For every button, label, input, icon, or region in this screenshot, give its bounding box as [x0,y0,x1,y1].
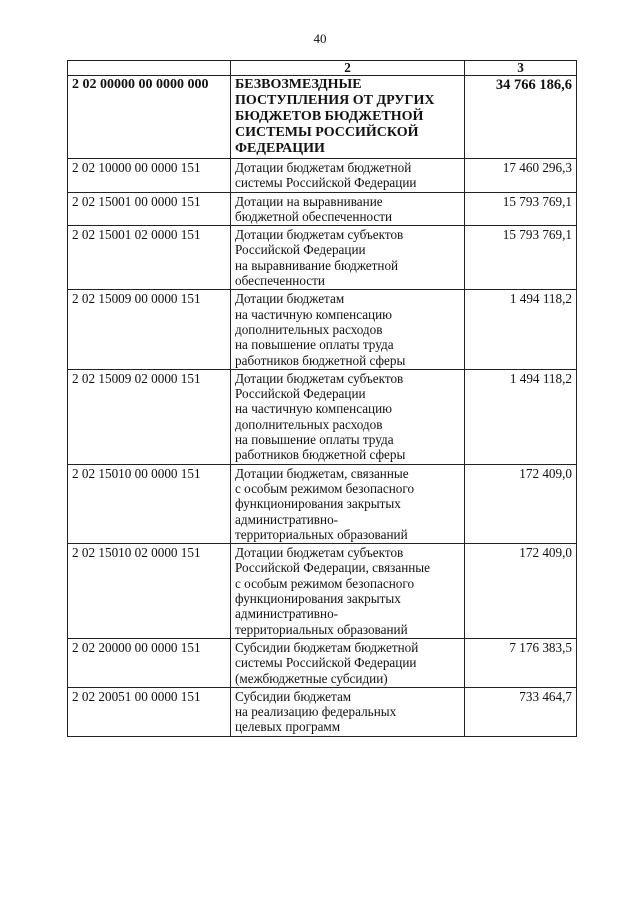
table-row [68,544,577,639]
row-amount: 15 793 769,1 [465,192,577,226]
row-amount: 34 766 186,6 [465,76,577,159]
table-row [68,687,577,736]
table-row [68,226,577,290]
row-name: Дотации бюджетам, связанные с особым режимом безопасного функционирования закрытых административно- территориальных образований [231,464,465,543]
row-amount: 17 460 296,3 [465,159,577,193]
table-row [68,638,577,687]
budget-revenue-table [67,60,577,737]
column-header-code [68,61,231,76]
row-name: Дотации на выравнивание бюджетной обеспеченности [231,192,465,226]
row-code: 2 02 15001 00 0000 151 [68,192,231,226]
table-row [68,76,577,159]
row-amount: 7 176 383,5 [465,638,577,687]
column-header-amount: 3 [465,61,577,76]
table-row [68,464,577,543]
row-name: Субсидии бюджетам бюджетной системы Российской Федерации (межбюджетные субсидии) [231,638,465,687]
row-amount: 15 793 769,1 [465,226,577,290]
row-code: 2 02 15010 00 0000 151 [68,464,231,543]
row-amount: 733 464,7 [465,687,577,736]
row-amount: 1 494 118,2 [465,369,577,464]
row-name: Дотации бюджетам на частичную компенсацию дополнительных расходов на повышение оплаты труда работников бюджетной сферы [231,290,465,369]
row-name: Дотации бюджетам субъектов Российской Федерации, связанные с особым режимом безопасного функционирования закрытых административно- территориальных образований [231,544,465,639]
table-body [68,76,577,737]
column-header-name: 2 [231,61,465,76]
row-code: 2 02 15010 02 0000 151 [68,544,231,639]
row-name: Дотации бюджетам субъектов Российской Федерации на частичную компенсацию дополнительных расходов на повышение оплаты труда работников бюджетной сферы [231,369,465,464]
row-code: 2 02 10000 00 0000 151 [68,159,231,193]
row-name: Дотации бюджетам бюджетной системы Российской Федерации [231,159,465,193]
page-number: 40 [313,31,327,46]
row-amount: 1 494 118,2 [465,290,577,369]
row-code: 2 02 15001 02 0000 151 [68,226,231,290]
row-code: 2 02 15009 02 0000 151 [68,369,231,464]
table-row [68,159,577,193]
row-amount: 172 409,0 [465,464,577,543]
row-name: Дотации бюджетам субъектов Российской Федерации на выравнивание бюджетной обеспеченности [231,226,465,290]
table-row [68,290,577,369]
table-row [68,192,577,226]
table-row [68,369,577,464]
row-code: 2 02 15009 00 0000 151 [68,290,231,369]
row-name: Субсидии бюджетам на реализацию федеральных целевых программ [231,687,465,736]
row-amount: 172 409,0 [465,544,577,639]
table-header-row [68,61,577,76]
row-code: 2 02 20051 00 0000 151 [68,687,231,736]
row-code: 2 02 00000 00 0000 000 [68,76,231,159]
row-code: 2 02 20000 00 0000 151 [68,638,231,687]
row-name: БЕЗВОЗМЕЗДНЫЕ ПОСТУПЛЕНИЯ ОТ ДРУГИХ БЮДЖЕТОВ БЮДЖЕТНОЙ СИСТЕМЫ РОССИЙСКОЙ ФЕДЕРАЦИИ [231,76,465,159]
